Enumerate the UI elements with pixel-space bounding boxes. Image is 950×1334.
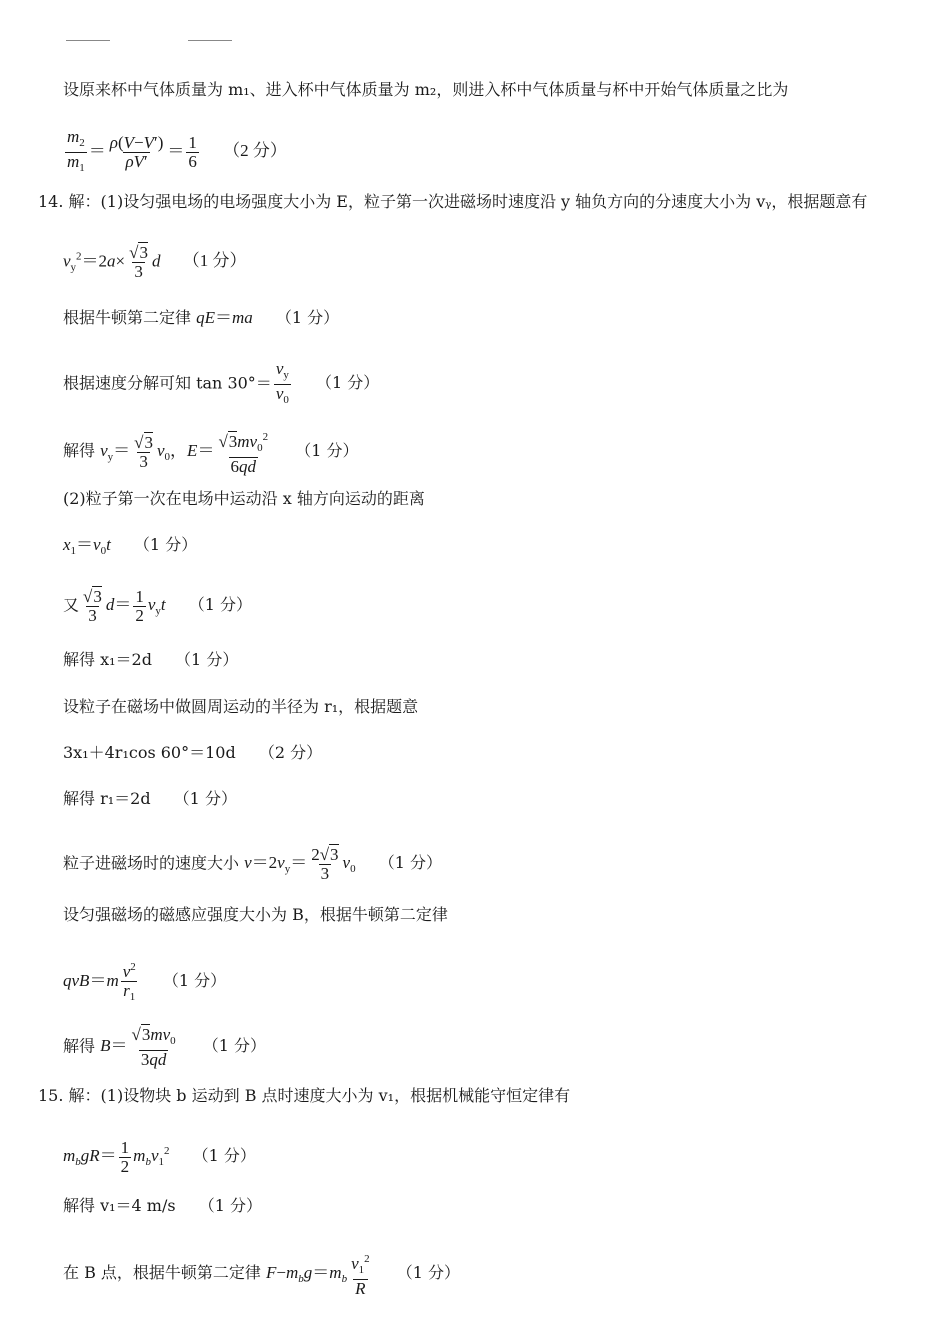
points-label: （1 分） [182,251,247,271]
q14-eq6: 又 $\frac{√3}{3}$ d＝ $\frac{1}{2}$ $v_yt$ （1 分） [63,587,253,625]
q14-eq9: 解得 r₁＝2d （1 分） [63,789,237,808]
q14-eq5: $x_1=v_0t$ （1 分） [63,535,198,557]
q14-eq1: $v_y^2=2a\times$ $\frac{√3}{3}$ d （1 分） [63,243,247,281]
points-label: （1 分） [133,535,198,554]
q14-header: 14. 解：(1)设匀强电场的电场强度大小为 E，粒子第一次进磁场时速度沿 y 轴负方向的分速度大小为 vᵧ，根据题意有 [38,192,868,211]
q14-eq11: qvB＝m $\frac{v^2}{r_1}$ （1 分） [63,958,226,1006]
points-label: （1 分） [378,853,442,873]
points-label: （2 分） [223,141,287,161]
points-label: （1 分） [192,1146,256,1166]
mass-ratio-equation: $\frac{m_2}{m_1}$ ＝ $\frac{\rho(V-V')}{\rho V'}$ ＝ $\frac{1}{6}$ （2 分） [63,128,287,177]
points-label: （1 分） [188,595,253,615]
points-label: （1 分） [396,1262,460,1282]
q14-radius-text: 设粒子在磁场中做圆周运动的半径为 r₁，根据题意 [63,697,419,716]
q15-header: 15. 解：(1)设物块 b 运动到 B 点时速度大小为 v₁，根据机械能守恒定律有 [38,1086,571,1105]
q15-eq1: $m_bgR=$ $\frac{1}{2}$ $m_bv_1^2$ （1 分） [63,1138,256,1176]
q14-eq4: 解得 $v_y=$ $\frac{√3}{3}$ $v_0$，E＝ $\frac{√3mv_0^2}{6qd}$ （1 分） [63,431,359,476]
q14-eq2: 根据牛顿第二定律 qE＝ma （1 分） [63,308,340,327]
q14-part2: (2)粒子第一次在电场中运动沿 x 轴方向运动的距离 [63,489,425,508]
points-label: （1 分） [198,1196,262,1215]
q14-eq8: 3x₁＋4r₁cos 60°＝10d （2 分） [63,743,323,762]
points-label: （1 分） [173,789,237,808]
points-label: （1 分） [315,373,380,393]
q14-eq12: 解得 B＝ $\frac{√3mv_0}{3qd}$ （1 分） [63,1025,267,1069]
q15-eq3: 在 B 点，根据牛顿第二定律 $F-m_bg=m_b$ $\frac{v_1^2}{R}$ （1 分） [63,1253,460,1298]
intro-text: 设原来杯中气体质量为 m₁、进入杯中气体质量为 m₂，则进入杯中气体质量与杯中开始气体质量之比为 [63,80,789,99]
q14-eq7: 解得 x₁＝2d （1 分） [63,650,239,669]
q14-eq3: 根据速度分解可知 tan 30°＝ $\frac{v_y}{v_0}$ （1 分） [63,360,379,409]
q15-eq2: 解得 v₁＝4 m/s （1 分） [63,1196,262,1215]
points-label: （1 分） [162,970,227,990]
points-label: （1 分） [202,1036,267,1056]
top-crop-mark [188,40,232,41]
points-label: （1 分） [295,440,359,460]
points-label: （2 分） [258,743,323,762]
points-label: （1 分） [275,308,340,327]
top-crop-mark [66,40,110,41]
q14-eq10: 粒子进磁场时的速度大小 $v=2v_y=$ $\frac{2√3}{3}$ $v_0$ （1 分） [63,845,442,883]
q14-field-text: 设匀强磁场的磁感应强度大小为 B，根据牛顿第二定律 [63,905,448,924]
points-label: （1 分） [175,650,239,669]
